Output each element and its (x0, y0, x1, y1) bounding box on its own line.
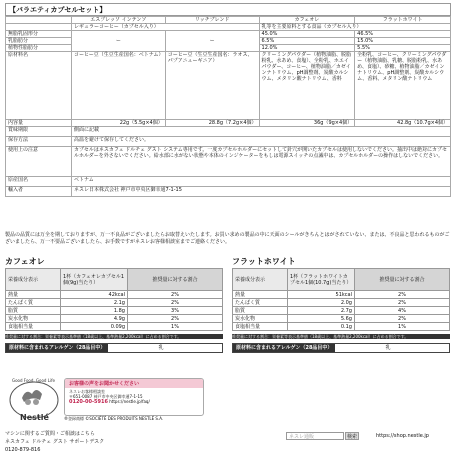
table-row: 原産国名 ベトナム (6, 177, 451, 187)
shop-link[interactable]: https://shop.nestle.jp (376, 433, 429, 439)
product-title: 【バラエティカプセルセット】 (5, 3, 451, 16)
spec-table (5, 16, 451, 197)
trademark-note: ®登録商標 ©SOCIÉTÉ DES PRODUITS NESTLÉ S.A. (64, 416, 164, 421)
table-row: 内容量 22g（5.5g×4個） 28.8g（7.2g×4個） 36g（9g×4個） 42.8g（10.7g×4個） (6, 120, 451, 127)
svg-text:Good Food, Good Life: Good Food, Good Life (12, 378, 55, 383)
cafe-au-lait-nutrition-table: 栄養成分表示 1杯（カフェオレカプセル1個(9g)当たり） 推奨量に対する割合 熱量 42kcal 2% たんぱく質 2.1g 2% 脂質 1.8g 3% 炭水化物 4.9g 2% 食塩相当量 0.09g 1% (5, 268, 223, 331)
table-row: 脂質 2.7g 4% (233, 307, 450, 315)
search-input[interactable]: ネスレ通販 (286, 432, 344, 440)
table-row: 保存方法 高温を避けて保存してください。 (6, 137, 451, 147)
table-row: 炭水化物 5.6g 2% (233, 315, 450, 323)
table-row: たんぱく質 2.0g 2% (233, 299, 450, 307)
spec-header: フラットホワイト (355, 17, 451, 24)
table-row: 輸入者 ネスレ日本株式会社 神戸市中央区御幸通7-1-15 (6, 187, 451, 197)
faq-link[interactable]: https://nestle.jp/faq/ (109, 399, 150, 404)
flat-white-footnote: 推奨量に対する割合：栄養素等表示基準値（18歳以上、基準熱量2,200kcal）に占める割合です。 (232, 334, 450, 339)
cafe-au-lait-allergy: 原材料に含まれるアレルゲン（28品目中） 乳 (5, 343, 223, 353)
table-row: レギュラーコーヒー（カプセル入り） 乳等を主要原料とする食品（カプセル入り） (6, 24, 451, 31)
table-row: 使用上の注意 カプセルはネスカフェ ドルチェ グスト システム専用です。一度カプセルホルダーにセットして針穴が開いたカプセルは使用しないでください。抽出中は絶対にカプセルホルダーを外さないでください。給水部に水がない状態や本体のインジケーターをもしは電源スイッチの点滅中は、カプセルホルダーの操作はしないでください。 (6, 147, 451, 177)
spec-header: エスプレッソ インテンソ (71, 17, 165, 24)
table-row: たんぱく質 2.1g 2% (6, 299, 223, 307)
spec-header: リッチブレンド (165, 17, 259, 24)
voice-heading: お客様の声をお聞かせください (65, 379, 203, 388)
table-row: 熱量 51kcal 2% (233, 291, 450, 299)
quality-note: 製品の品質には万全を期しておりますが、万一不良品がございましたらお取替えいたします。お買い求めの製品の中に天面のシールがきちんとはがされていない、または、不良品と思われるものがございましたら、万一不要品ございましたら、お手数ですがネスレお客様相談室までご連絡ください。 (5, 232, 450, 245)
cafe-au-lait-footnote: 推奨量に対する割合：栄養素等表示基準値（18歳以上、基準熱量2,200kcal）に占める割合です。 (5, 334, 223, 339)
spec-header: カフェオレ (259, 17, 355, 24)
table-row: 食塩相当量 0.1g 1% (233, 323, 450, 331)
table-row: 脂質 1.8g 3% (6, 307, 223, 315)
support-info: マシンに関するご質問・ご相談はこちら ネスカフェ ドルチェ グスト サポートデスク 0120-879-816 (5, 430, 451, 454)
cafe-au-lait-title: カフェオレ (5, 257, 45, 266)
table-row: 原材料名 コーヒー豆（生豆生産国名：ベトナム） コーヒー豆（生豆生産国名：ラオス、パプアニューギニア） クリーミングパウダー（植物油脂、脱脂粉乳、水あめ、食塩）、全粉乳、ホエイパウダー、コーヒー、植物油脂／カゼインナトリウム、pH調整剤、炭酸カルシウム、メタリン酸ナトリウム、香料 全粉乳、コーヒー、クリーミングパウダー（植物油脂、乳糖、脱脂粉乳、水あめ、食塩）、砂糖、植物油脂／カゼインナトリウム、pH調整剤、炭酸カルシウム、香料、メタリン酸ナトリウム (6, 52, 451, 120)
customer-voice-box: お客様の声をお聞かせください ネスレお客様相談室 〒651-0087 神戸市中央区御幸通7-1-15 0120-00-5916 https://nestle.jp/faq/ (64, 378, 204, 416)
search-button[interactable]: 検索 (346, 434, 357, 440)
flat-white-allergy: 原材料に含まれるアレルゲン（28品目中） 乳 (232, 343, 450, 353)
table-row: 無脂乳固形分 ー ー 45.0% 46.5% (6, 31, 451, 38)
phone-number[interactable]: 0120-00-5916 (69, 399, 108, 405)
table-row: 食塩相当量 0.09g 1% (6, 323, 223, 331)
table-row: 賞味期限 側面に記載 (6, 127, 451, 137)
table-row: 植物性脂肪分 12.0% 5.5% (6, 45, 451, 52)
table-row: 熱量 42kcal 2% (6, 291, 223, 299)
flat-white-title: フラットホワイト (232, 257, 296, 266)
table-row: 乳脂肪分 6.5% 15.0% (6, 38, 451, 45)
table-row: 炭水化物 4.9g 2% (6, 315, 223, 323)
flat-white-nutrition-table: 栄養成分表示 1杯（フラットホワイトカプセル1個(10.7g)当たり） 推奨量に対する割合 熱量 51kcal 2% たんぱく質 2.0g 2% 脂質 2.7g 4% 炭水化物 5.6g 2% 食塩相当量 0.1g 1% (232, 268, 450, 331)
nestle-logo-icon (8, 372, 66, 424)
svg-text:Nestlé: Nestlé (20, 413, 49, 422)
support-phone[interactable]: 0120-879-816 (5, 447, 41, 453)
